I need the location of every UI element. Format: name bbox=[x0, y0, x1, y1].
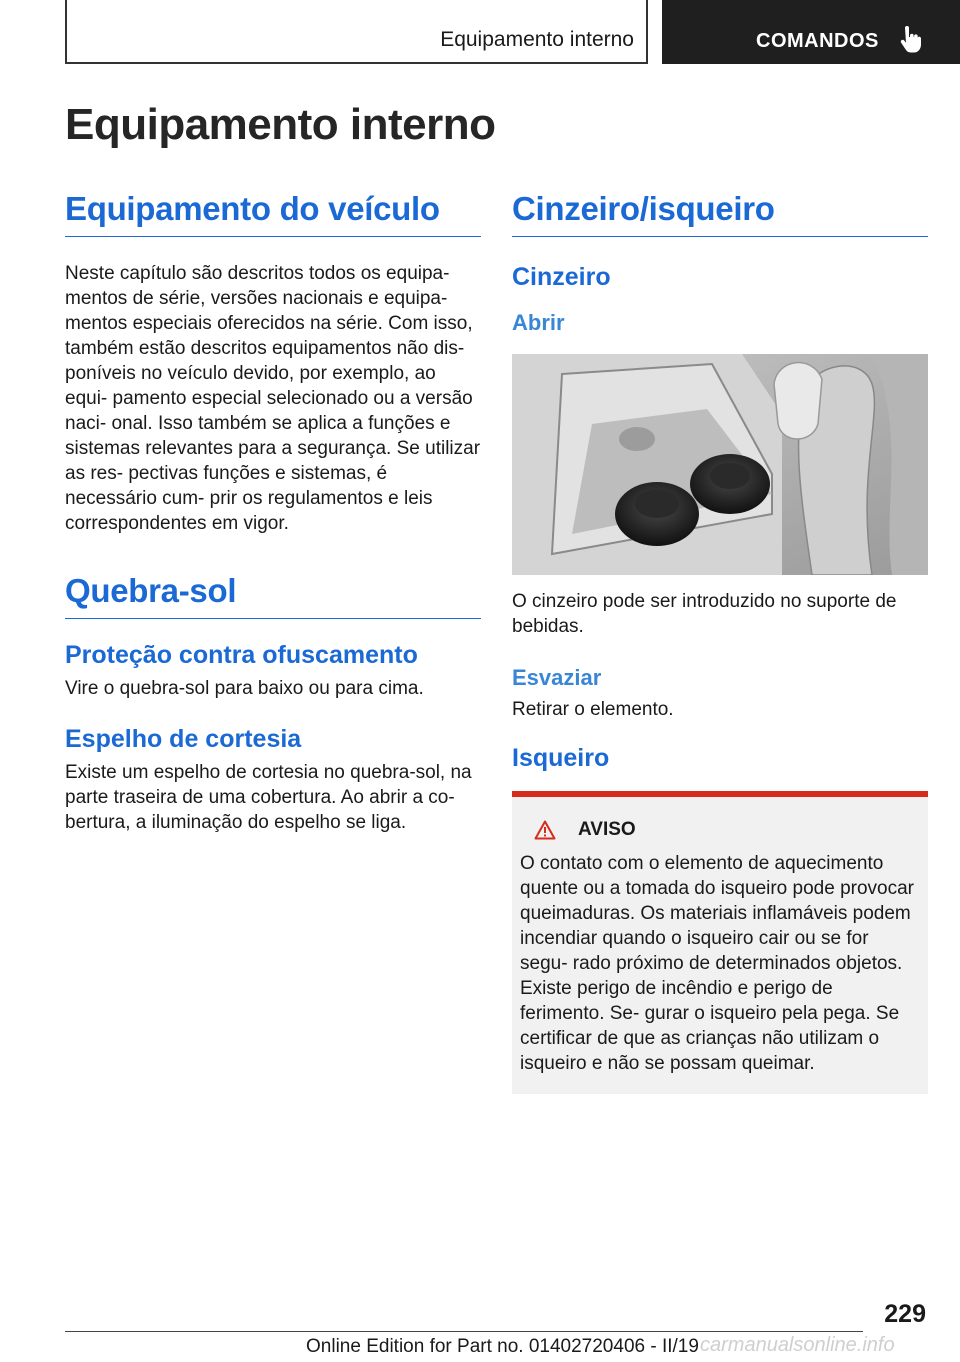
left-column bbox=[65, 190, 481, 835]
header-section-title: Equipamento interno bbox=[440, 28, 634, 51]
warning-box bbox=[512, 791, 928, 1094]
page-title: Equipamento interno bbox=[65, 100, 496, 149]
ashtray-cupholder-photo bbox=[512, 354, 928, 575]
glare-protection-text: Vire o quebra-sol para baixo ou para cima. bbox=[65, 678, 424, 699]
ashtray-heading: Cinzeiro bbox=[512, 263, 611, 291]
vehicle-equipment-heading: Equipamento do veículo bbox=[65, 190, 481, 237]
vehicle-equipment-text: Neste capítulo são descritos todos os equipa- mentos de série, versões nacionais e equipa- mentos especiais oferecidos na série. Com isso, também estão descritos equipamentos não dis- poníveis no veículo devido, por exemplo, ao equi- pamento especial selecionado ou a versão naci- onal. Isso também se aplica a funções e sistemas relevantes para a segurança. Se utilizar as res- pectivas funções e sistemas, é necessário cum- prir os regulamentos e leis correspondentes em vigor. bbox=[65, 263, 481, 534]
footer-divider bbox=[65, 1331, 863, 1332]
ashtray-caption: O cinzeiro pode ser introduzido no suporte de bebidas. bbox=[512, 591, 897, 637]
warning-text: O contato com o elemento de aquecimento quente ou a tomada do isqueiro pode provocar queimaduras. Os materiais inflamáveis podem incendiar quando o isqueiro cair ou se for segu- rado próximo de determinados objetos. Existe perigo de incêndio e perigo de ferimento. Se- gurar o isqueiro pela pega. Se certificar de que as crianças não utilizam o isqueiro e não se possam queimar. bbox=[520, 853, 914, 1074]
sun-visor-heading: Quebra-sol bbox=[65, 572, 481, 619]
warning-header bbox=[520, 819, 920, 841]
right-column bbox=[512, 190, 928, 1094]
lighter-heading: Isqueiro bbox=[512, 744, 610, 772]
ashtray-lighter-heading: Cinzeiro/isqueiro bbox=[512, 190, 928, 237]
vanity-mirror-text: Existe um espelho de cortesia no quebra-sol, na parte traseira de uma cobertura. Ao abrir a co- bertura, a iluminação do espelho se liga. bbox=[65, 762, 472, 833]
header-chapter-label: COMANDOS bbox=[756, 30, 879, 52]
warning-title: AVISO bbox=[578, 819, 636, 840]
open-heading: Abrir bbox=[512, 310, 565, 335]
warning-triangle-icon bbox=[534, 820, 556, 840]
footer-edition: Online Edition for Part no. 01402720406 - II/19 bbox=[306, 1336, 699, 1357]
glare-protection-heading: Proteção contra ofuscamento bbox=[65, 641, 418, 669]
empty-text: Retirar o elemento. bbox=[512, 699, 674, 720]
empty-heading: Esvaziar bbox=[512, 665, 602, 690]
footer-watermark: carmanualsonline.info bbox=[700, 1334, 895, 1356]
page-number: 229 bbox=[884, 1300, 926, 1328]
pointing-hand-icon bbox=[898, 26, 922, 54]
vanity-mirror-heading: Espelho de cortesia bbox=[65, 725, 302, 753]
header-chapter-tab[interactable] bbox=[662, 0, 960, 64]
